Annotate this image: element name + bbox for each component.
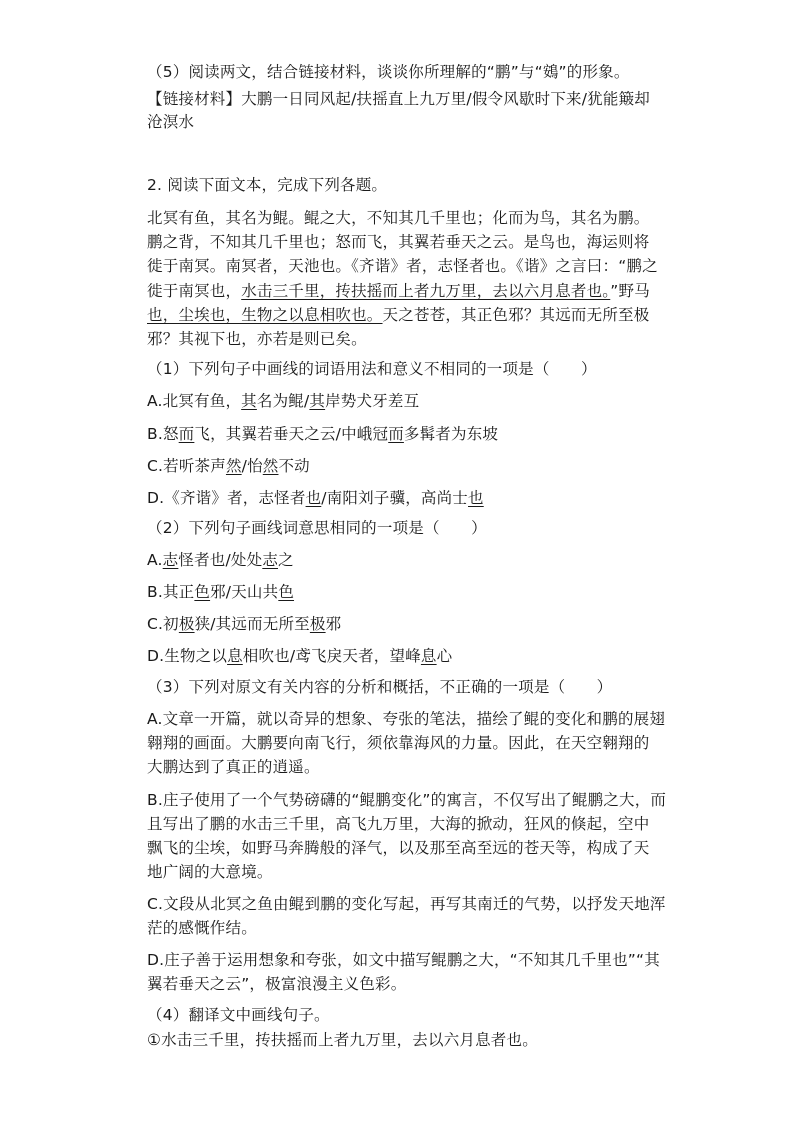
s1-option-a <box>147 391 419 411</box>
s4-stem: （4）翻译文中画线句子。 <box>147 1006 330 1024</box>
option-text: /南阳刘子骥，高尚士 <box>321 489 469 507</box>
s2-option-d <box>147 646 452 666</box>
s3-option-b-line: B.庄子使用了一个气势磅礴的“鲲鹏变化”的寓言，不仅写出了鲲鹏之大，而 <box>147 791 667 809</box>
s2-option-b <box>147 582 294 602</box>
option-text: C.初 <box>147 615 179 633</box>
underlined-word: 息 <box>227 647 243 665</box>
underlined-word: 然 <box>225 457 242 475</box>
passage-line: 鹏之背，不知其几千里也；怒而飞，其翼若垂天之云。是鸟也，海运则将 <box>147 233 650 251</box>
option-text: B.其正 <box>147 583 195 601</box>
option-text: D.生物之以 <box>147 647 228 665</box>
passage-line: 邪？其视下也，亦若是则已矣。 <box>147 330 367 348</box>
link-material-line2: 沧溟水 <box>147 113 195 131</box>
option-text: 相吹也/鸢飞戾天者，望峰 <box>242 647 421 665</box>
s1-stem: （1）下列句子中画线的词语用法和意义不相同的一项是（ ） <box>147 360 597 378</box>
underlined-word: 而 <box>388 425 404 443</box>
option-text: 心 <box>436 647 453 665</box>
underlined-word: 色 <box>194 583 211 601</box>
s3-option-d-line: D.庄子善于运用想象和夸张，如文中描写鲲鹏之大，“不知其几千里也”“其 <box>147 951 660 969</box>
s3-option-d-line: 翼若垂天之云”，极富浪漫主义色彩。 <box>147 975 407 993</box>
option-text: A. <box>147 551 163 569</box>
passage-line: 北冥有鱼，其名为鲲。鲲之大，不知其几千里也；化而为鸟，其名为鹏。 <box>147 209 650 227</box>
option-text: 之 <box>278 551 294 569</box>
underlined-sentence-2: 也，尘埃也，生物之以息相吹也。 <box>147 306 383 324</box>
s2-stem: （2）下列句子画线词意思相同的一项是（ ） <box>147 519 487 537</box>
passage-text: 徙于南冥也， <box>147 282 242 300</box>
underlined-word: 色 <box>278 583 295 601</box>
s4-item-text: 水击三千里，抟扶摇而上者九万里，去以六月息者也。 <box>161 1031 538 1049</box>
s3-option-b-line: 且写出了鹏的水击三千里，高飞九万里，大海的掀动，狂风的倏起，空中 <box>147 815 650 833</box>
option-text: C.若听茶声 <box>147 457 226 475</box>
underlined-word: 极 <box>309 615 326 633</box>
option-text: 狭/其远而无所至 <box>194 615 310 633</box>
underlined-word: 也 <box>305 489 322 507</box>
passage-line <box>147 281 650 301</box>
underlined-word: 而 <box>178 425 195 443</box>
option-text: A.北冥有鱼， <box>147 392 242 410</box>
underlined-word: 也 <box>468 489 484 507</box>
passage-line <box>147 305 649 325</box>
passage-line: 徙于南冥。南冥者，天池也。《齐谐》者，志怪者也。《谐》之言曰：“鹏之 <box>147 257 658 275</box>
underlined-word: 志 <box>262 551 279 569</box>
option-text: 邪/天山共 <box>210 583 279 601</box>
underlined-word: 其 <box>241 392 257 410</box>
option-text: 多髯者为东坡 <box>403 425 499 443</box>
link-material-line1: 【链接材料】大鹏一日同风起/扶摇直上九万里/假令风歇时下来/犹能簸却 <box>147 90 650 108</box>
s4-item-1 <box>147 1030 538 1050</box>
option-text: B.怒 <box>147 425 179 443</box>
option-text: D.《齐谐》者，志怪者 <box>147 489 306 507</box>
s1-option-b <box>147 424 498 444</box>
s3-option-c-line: 茫的感慨作结。 <box>147 919 257 937</box>
underlined-word: 志 <box>162 551 179 569</box>
option-text: /怡 <box>241 457 263 475</box>
circled-number-1: ① <box>147 1031 162 1049</box>
option-text: 邪 <box>325 615 342 633</box>
s3-option-a-line: 翱翔的画面。大鹏要向南飞行，须依靠海风的力量。因此，在天空翱翔的 <box>147 734 650 752</box>
option-text: 不动 <box>278 457 310 475</box>
s2-option-a <box>147 550 294 570</box>
q2-heading: 2. 阅读下面文本，完成下列各题。 <box>147 176 388 194</box>
s3-option-a-line: 大鹏达到了真正的逍遥。 <box>147 758 320 776</box>
option-text: 怪者也/处处 <box>178 551 263 569</box>
s3-option-a-line: A.文章一开篇，就以奇异的想象、夸张的笔法，描绘了鲲的变化和鹏的展翅 <box>147 710 666 728</box>
passage-text: ”野马 <box>610 282 650 300</box>
underlined-word: 极 <box>178 615 195 633</box>
q1-sub5-text: （5）阅读两文，结合链接材料，谈谈你所理解的“鹏”与“鴳”的形象。 <box>147 63 630 81</box>
s1-option-d <box>147 488 484 508</box>
option-text: 飞，其翼若垂天之云/中峨冠 <box>194 425 389 443</box>
underlined-word: 息 <box>420 647 437 665</box>
s3-option-b-line: 地广阔的大意境。 <box>147 863 273 881</box>
s3-option-c-line: C.文段从北冥之鱼由鲲到鹏的变化写起，再写其南迁的气势，以抒发天地浑 <box>147 895 666 913</box>
passage-text: 天之苍苍，其正色邪？其远而无所至极 <box>382 306 650 324</box>
underlined-word: 然 <box>262 457 279 475</box>
option-text: 岸势犬牙差互 <box>325 392 420 410</box>
s3-stem: （3）下列对原文有关内容的分析和概括，不正确的一项是（ ） <box>147 678 613 696</box>
s1-option-c <box>147 456 310 476</box>
s3-option-b-line: 飘飞的尘埃，如野马奔腾般的泽气，以及那至高至远的苍天等，构成了天 <box>147 839 650 857</box>
s2-option-c <box>147 614 341 634</box>
underlined-sentence-1: 水击三千里，抟扶摇而上者九万里，去以六月息者也。 <box>241 282 611 300</box>
underlined-word: 其 <box>309 392 326 410</box>
option-text: 名为鲲/ <box>256 392 310 410</box>
